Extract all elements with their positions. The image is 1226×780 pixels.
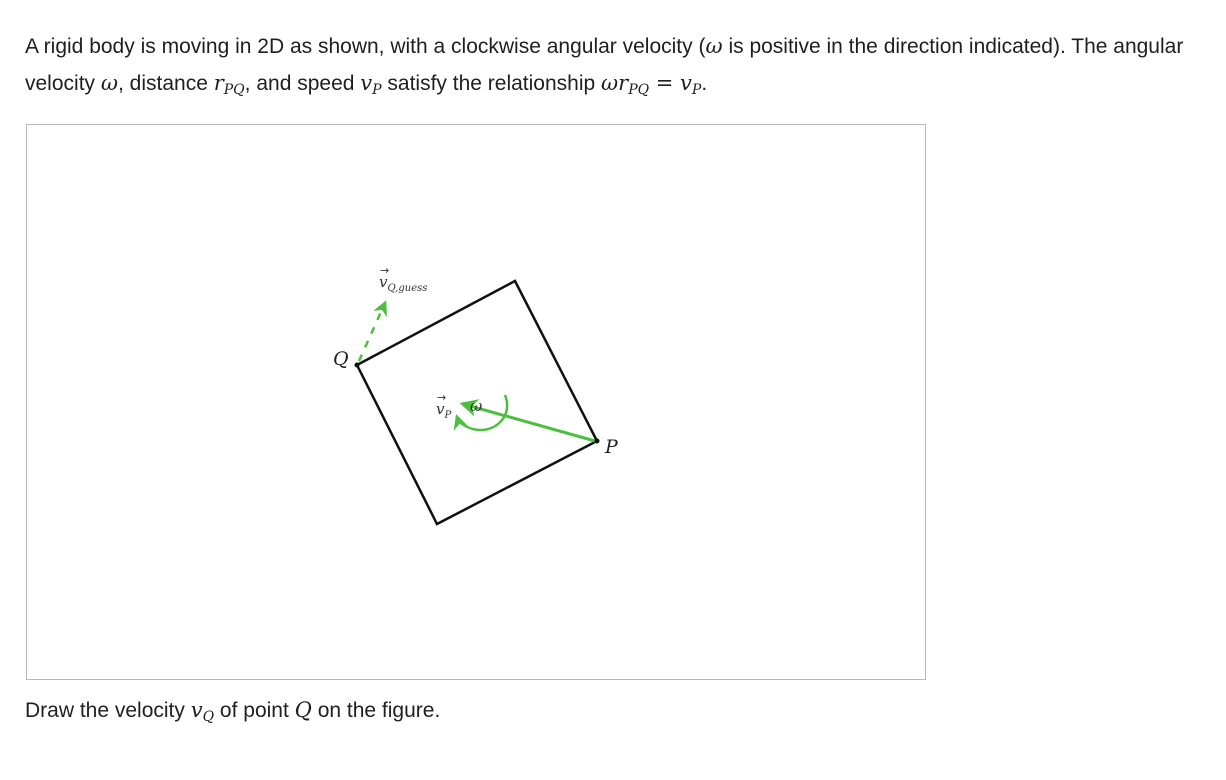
prompt-text-3: , distance <box>117 72 214 95</box>
prompt-text-2: is positive in the direction indicated). The angular velocity <box>25 35 1184 95</box>
prompt-text-4: , and speed <box>244 72 361 95</box>
math-equation <box>601 71 702 98</box>
math-eq-sign: = <box>649 71 681 95</box>
prompt-text-1: A rigid body is moving in 2D as shown, with a clockwise angular velocity ( <box>25 35 706 58</box>
math-q: Q <box>294 698 312 722</box>
label-vp-sub: P <box>444 410 452 421</box>
label-p: P <box>605 436 618 458</box>
point-p-dot <box>595 439 600 444</box>
instruction-text <box>25 692 440 735</box>
math-r: r <box>213 71 224 95</box>
point-q-dot <box>355 363 360 368</box>
prompt-text-5: satisfy the relationship <box>381 72 602 95</box>
math-omega: ω <box>705 34 723 58</box>
instruction-part-3: on the figure. <box>311 699 441 722</box>
drawing-canvas[interactable] <box>26 124 926 680</box>
instruction-part-1: Draw the velocity <box>25 699 191 722</box>
instruction-part-2: of point <box>214 699 295 722</box>
math-v: v <box>360 71 373 95</box>
label-vq-guess-vec-mark: → <box>380 264 390 277</box>
prompt-text-6: . <box>701 72 708 95</box>
math-v-q <box>190 698 215 725</box>
math-v-p <box>360 71 382 98</box>
math-v-sub: P <box>372 82 382 98</box>
math-eq-lhs-sub: PQ <box>628 82 650 98</box>
rigid-body-figure[interactable] <box>27 125 927 681</box>
math-vq-v: v <box>190 698 203 722</box>
math-omega-2: ω <box>100 71 118 95</box>
math-vq-sub: Q <box>202 709 215 725</box>
math-r-sub: PQ <box>223 82 245 98</box>
problem-prompt <box>25 28 1195 108</box>
math-r-pq <box>213 71 245 98</box>
label-vp-v: v <box>436 400 445 418</box>
math-eq-lhs: ωr <box>601 71 629 95</box>
math-eq-rhs: v <box>680 71 692 95</box>
label-vq-guess-v: v <box>379 273 388 291</box>
label-q: Q <box>333 348 349 370</box>
label-vq-guess-sub: Q,guess <box>387 283 428 294</box>
label-vp-vec-mark: → <box>437 391 447 404</box>
vp-arrow <box>463 404 595 441</box>
math-eq-rhs-sub: P <box>691 82 702 98</box>
label-omega: ω <box>470 397 483 415</box>
